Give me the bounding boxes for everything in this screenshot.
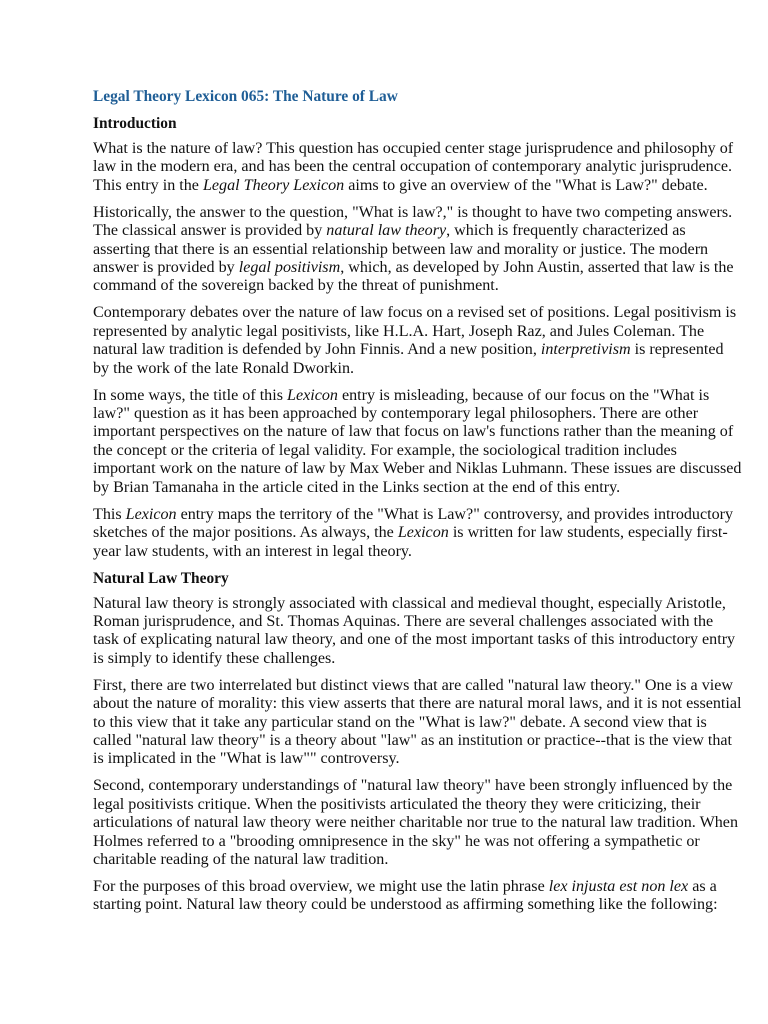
section-heading: Introduction <box>93 115 177 132</box>
italic-text: Lexicon <box>397 524 449 542</box>
body-paragraph <box>93 878 743 915</box>
italic-text: lex injusta est non lex <box>548 877 689 895</box>
section-heading: Natural Law Theory <box>93 569 229 587</box>
body-paragraph <box>93 777 743 869</box>
document-page <box>93 88 743 923</box>
document-title: Legal Theory Lexicon 065: The Nature of Law <box>93 88 398 105</box>
italic-text: natural law theory <box>326 222 447 240</box>
text-run: Historically, the answer to the question, "What is law?," is thought to have two competing answers. The classical answer is provided by <box>93 203 733 240</box>
italic-text: Lexicon <box>125 505 177 523</box>
text-run: aims to give an overview of the "What is Law?" debate. <box>344 176 708 194</box>
italic-text: interpretivism <box>540 341 631 359</box>
text-run: is represented by the work of the late Ronald Dworkin. <box>93 341 724 377</box>
text-run: Second, contemporary understandings of "natural law theory" have been strongly influenced by the legal positivists critique. When the positivists articulated the theory they were criticizing, their articulations of natural law theory were neither charitable nor true to the natural law tradition. When Holmes referred to a "brooding omnipresence in the sky" he was not offering a sympathetic or charitable reading of the natural law tradition. <box>93 777 738 868</box>
body-paragraph <box>93 304 743 378</box>
italic-text: Lexicon <box>287 386 338 404</box>
text-run: , which is frequently characterized as asserting that there is an essential relationship between law and morality or justice. The modern answer is provided by <box>93 222 709 277</box>
text-run: entry maps the territory of the "What is Law?" controversy, and provides introductory sketches of the major positions. As always, the <box>93 505 734 542</box>
body-paragraph <box>93 506 743 561</box>
text-run: This <box>93 505 126 523</box>
text-run: Contemporary debates over the nature of law focus on a revised set of positions. Legal positivism is represented by analytic legal positivists, like H.L.A. Hart, Joseph Raz, and Jules Coleman. The natural law tradition is defended by John Finnis. And a new position, <box>93 304 737 359</box>
body-paragraph <box>93 204 743 296</box>
italic-text: legal positivism <box>238 259 341 277</box>
text-run: In some ways, the title of this <box>93 386 287 404</box>
text-run: Natural law theory is strongly associated with classical and medieval thought, especially Aristotle, Roman jurisprudence, and St. Thomas Aquinas. There are several challenges associated with the task of explicating natural law theory, and one of the most important tasks of this introductory entry is simply to identify these challenges. <box>93 594 736 667</box>
text-run: What is the nature of law? This question has occupied center stage jurisprudence and philosophy of law in the modern era, and has been the central occupation of contemporary analytic jurisprudence. This entry in the <box>93 140 734 194</box>
body-paragraph <box>93 140 743 195</box>
text-run: as a starting point. Natural law theory could be understood as affirming something like the following: <box>93 877 718 914</box>
body-paragraph <box>93 677 743 769</box>
text-run: First, there are two interrelated but distinct views that are called "natural law theory." One is a view about the nature of morality: this view asserts that there are natural moral laws, and it is not essential to this view that it take any particular stand on the "What is law?" debate. A second view that is called "natural law theory" is a theory about "law" as an institution or practice--that is the view that is implicated in the "What is law"" controversy. <box>93 676 742 768</box>
text-run: entry is misleading, because of our focus on the "What is law?" question as it has been approached by contemporary legal philosophers. There are other important perspectives on the nature of law that focus on law's functions rather than the meaning of the concept or the criteria of legal validity. For example, the sociological tradition includes important work on the nature of law by Max Weber and Niklas Luhmann. These issues are discussed by Brian Tamanaha in the article cited in the Links section at the end of this entry. <box>93 386 742 496</box>
text-run: , which, as developed by John Austin, asserted that law is the command of the sovereign backed by the threat of punishment. <box>93 259 734 295</box>
italic-text: Legal Theory Lexicon <box>202 176 345 194</box>
document-body <box>93 115 743 915</box>
text-run: For the purposes of this broad overview, we might use the latin phrase <box>93 877 549 895</box>
text-run: is written for law students, especially first-year law students, with an interest in legal theory. <box>93 524 728 560</box>
body-paragraph <box>93 387 743 497</box>
body-paragraph <box>93 595 743 669</box>
